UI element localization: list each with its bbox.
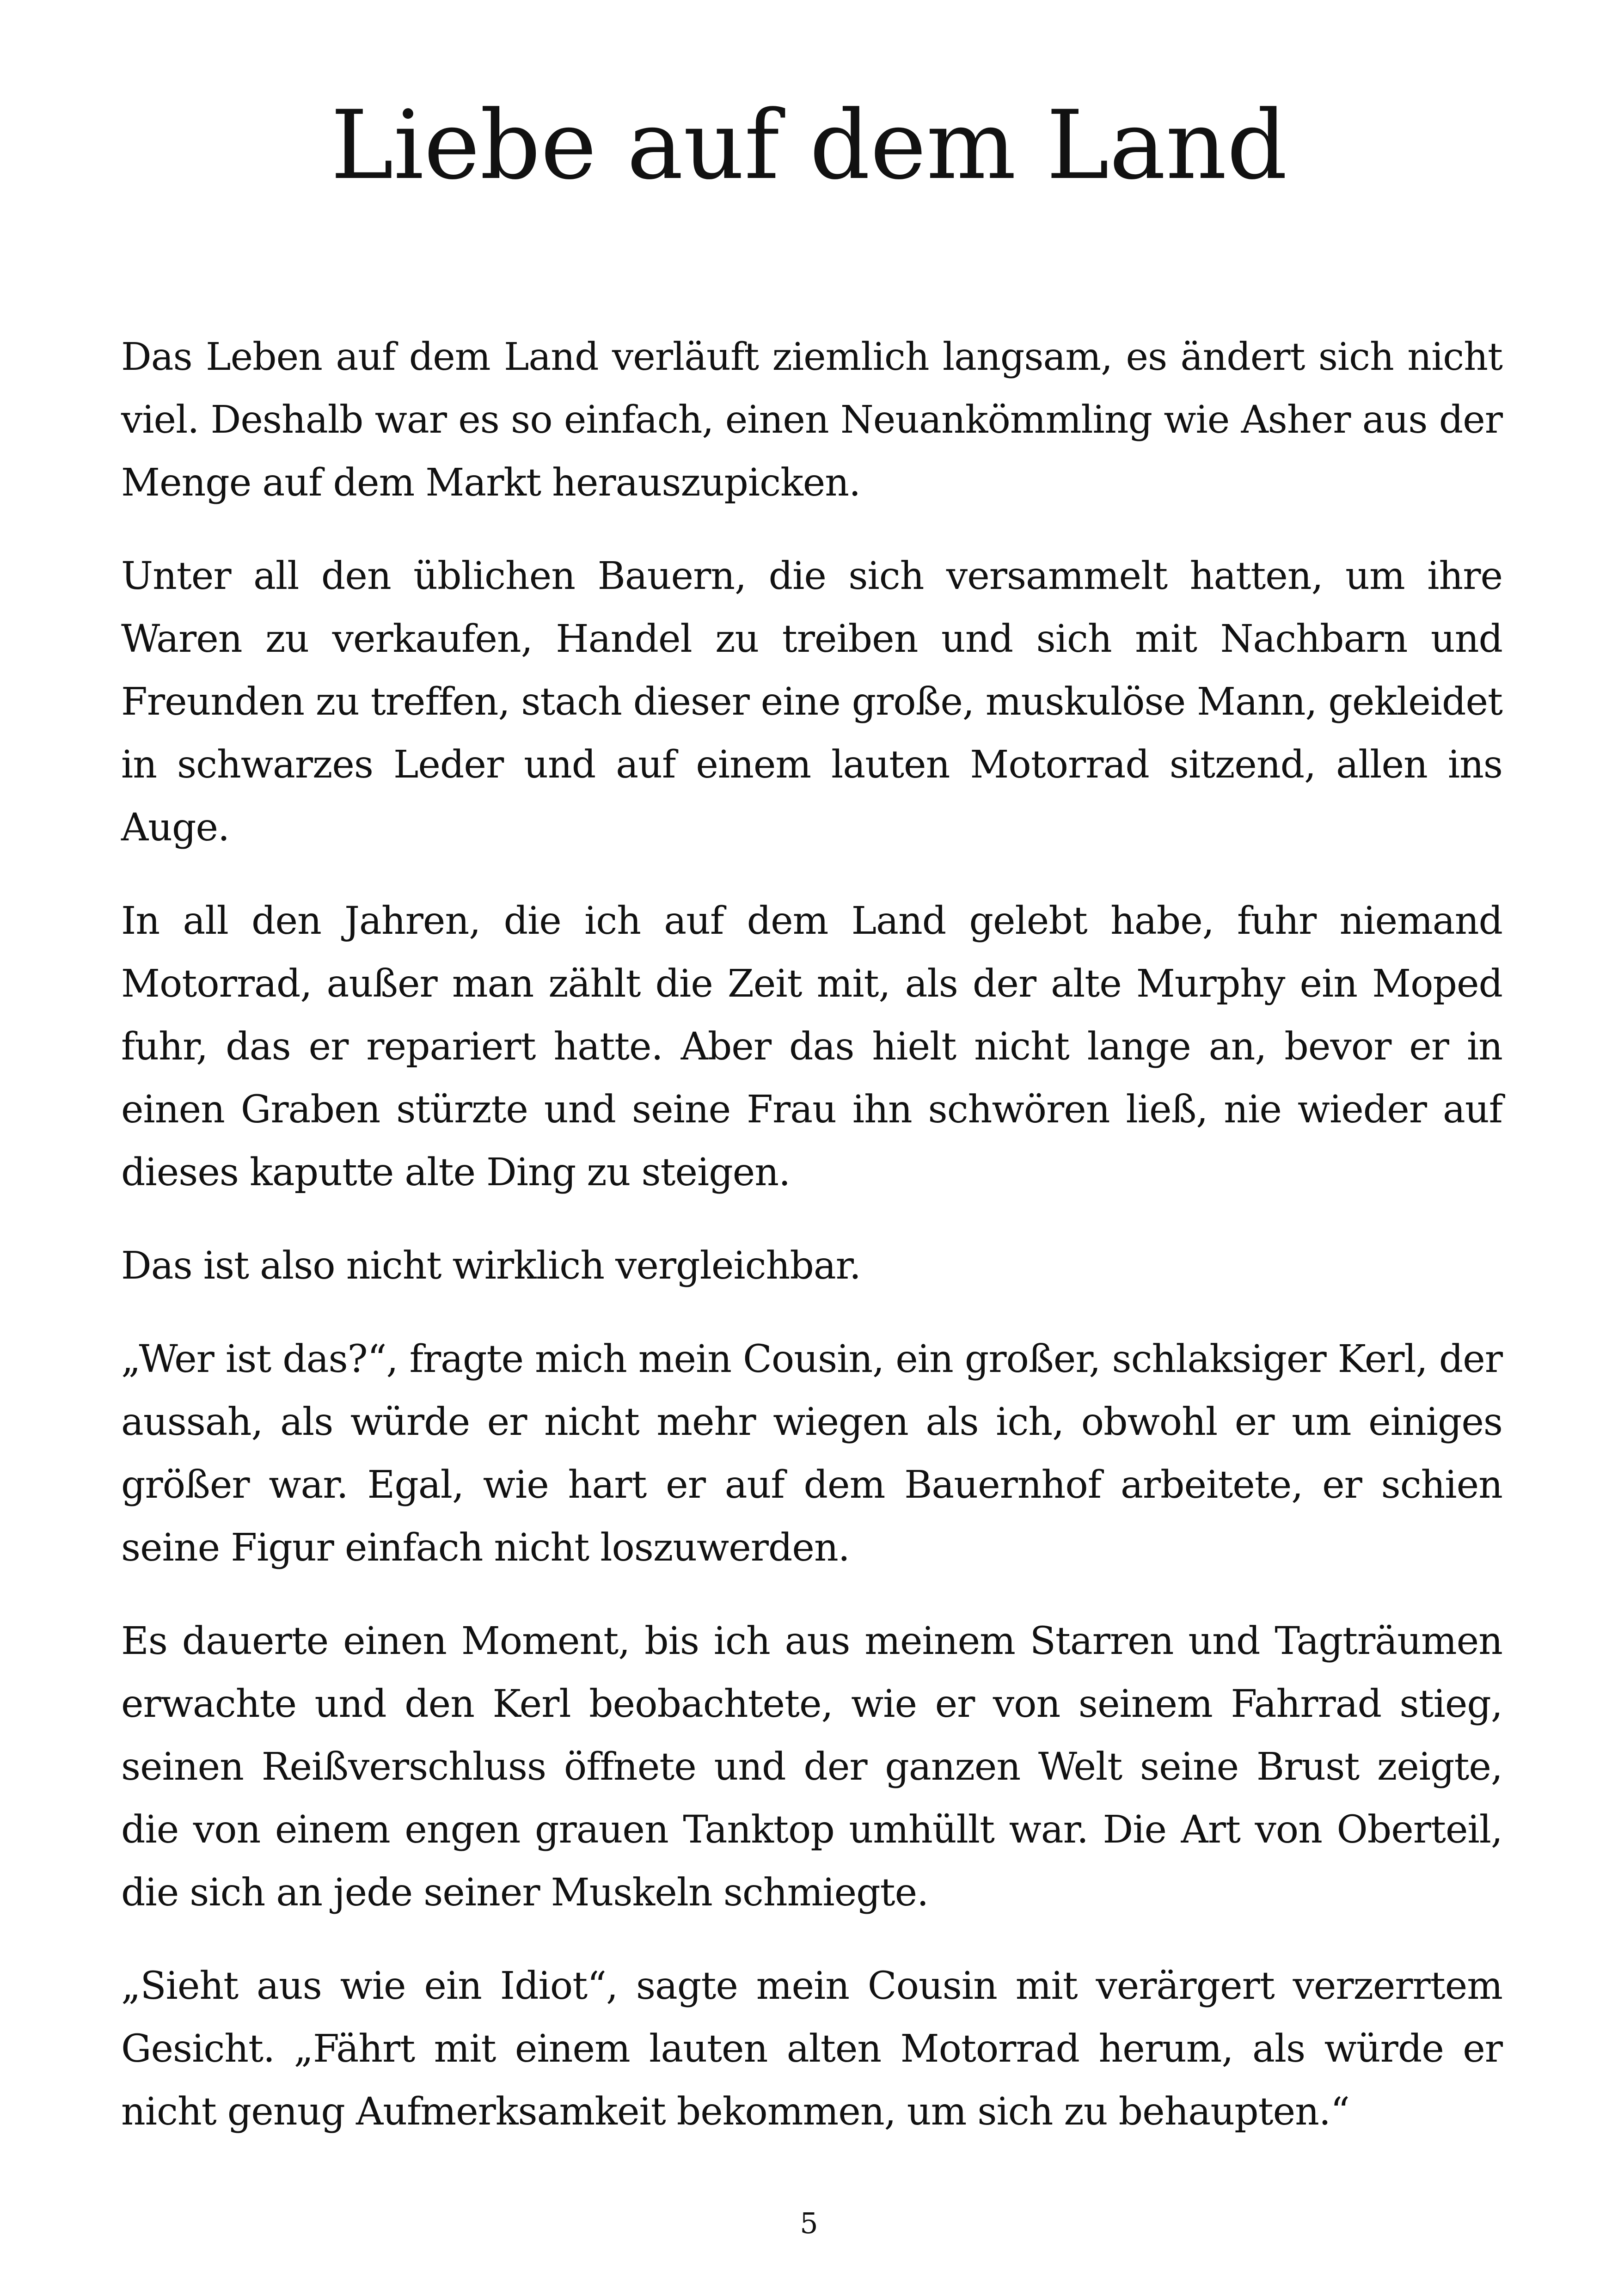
paragraph-1: Das Leben auf dem Land verläuft ziemlich langsam, es ändert sich nicht viel. Deshalb war es so einfach, einen Neuankömmling wie Asher aus der Menge auf dem Markt herauszupicken. — [121, 335, 1502, 505]
page-number: 5 — [800, 2206, 818, 2240]
paragraph-6: Es dauerte einen Moment, bis ich aus meinem Starren und Tagträumen erwachte und den Kerl beobachtete, wie er von seinem Fahrrad stieg, seinen Reißverschluss öffnete und der ganzen Welt seine Brust zeigte, die von einem engen grauen Tanktop umhüllt war. Die Art von Oberteil, die sich an jede seiner Muskeln schmiegte. — [121, 1619, 1502, 1915]
paragraph-4: Das ist also nicht wirklich vergleichbar. — [121, 1244, 861, 1288]
paragraph-5: „Wer ist das?“, fragte mich mein Cousin, ein großer, schlaksiger Kerl, der aussah, als würde er nicht mehr wiegen als ich, obwohl er um einiges größer war. Egal, wie hart er auf dem Bauernhof arbeitete, er schien seine Figur einfach nicht loszuwerden. — [121, 1337, 1502, 1570]
paragraph-3: In all den Jahren, die ich auf dem Land gelebt habe, fuhr niemand Motorrad, außer man zählt die Zeit mit, als der alte Murphy ein Moped fuhr, das er repariert hatte. Aber das hielt nicht lange an, bevor er in einen Graben stürzte und seine Frau ihn schwören ließ, nie wieder auf dieses kaputte alte Ding zu steigen. — [121, 899, 1502, 1194]
paragraph-7: „Sieht aus wie ein Idiot“, sagte mein Cousin mit verärgert verzerrtem Gesicht. „Fährt mit einem lauten alten Motorrad herum, als würde er nicht genug Aufmerksamkeit bekommen, um sich zu behaupten.“ — [121, 1964, 1502, 2134]
paragraph-2: Unter all den üblichen Bauern, die sich versammelt hatten, um ihre Waren zu verkaufen, Handel zu treiben und sich mit Nachbarn und Freunden zu treffen, stach dieser eine große, muskulöse Mann, gekleidet in schwarzes Leder und auf einem lauten Motorrad sitzend, allen ins Auge. — [121, 554, 1502, 850]
chapter-body — [121, 326, 1502, 2174]
chapter-title: Liebe auf dem Land — [331, 91, 1287, 201]
